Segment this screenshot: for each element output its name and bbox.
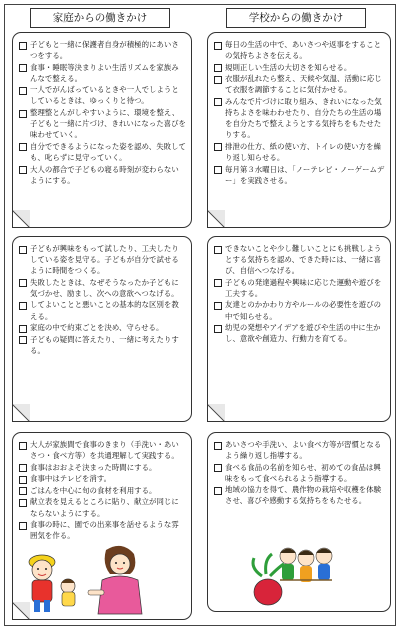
- home-column-header: 家庭からの働きかけ: [30, 8, 170, 28]
- child-figure: [316, 548, 332, 580]
- radish-icon: [253, 554, 284, 605]
- list-item: 子どもの発達過程や興味に応じた運動や遊びを工夫する。: [214, 277, 385, 299]
- list-item: 失敗したときは、なぜそうなったか子どもに気づかせ、励まし、次への意欲へつなげる。: [19, 277, 186, 299]
- list-item: 毎日の生活の中で、あいさつや返事をすることの気持ちよさを伝える。: [214, 39, 385, 61]
- list-item: 地域の協力を得て、農作物の栽培や収穫を体験させ、喜びや感動する気持ちをもたせる。: [214, 484, 385, 506]
- list-item: 子どもと一緒に保護者自身が積極的にあいさつをする。: [19, 39, 186, 61]
- mother-figure: [88, 546, 142, 614]
- child-figure: [298, 550, 314, 582]
- list-item: 衣服が乱れたら整え、天候や気温、活動に応じて衣服を調節することに気付かせる。: [214, 73, 385, 95]
- list-item: 一人でがんばっているときや一人でしようとしているときは、ゆっくりと待つ。: [19, 84, 186, 106]
- list-item: 献立表を見えるところに貼り、献立が同じにならないようにする。: [19, 496, 186, 518]
- list-item: 食べる食品の名前を知らせ、初めての食品は興味をもって食べられるよう指導する。: [214, 462, 385, 484]
- list-item: 自分でできるようになった姿を認め、失敗しても、叱らずに見守っていく。: [19, 141, 186, 163]
- list-item: ごはんを中心に旬の食材を利用する。: [19, 485, 186, 496]
- school-list-lifestyle: [208, 33, 390, 190]
- harvest-children-illustration: [240, 540, 340, 608]
- list-item: してよいことと悪いことの基本的な区別を教える。: [19, 299, 186, 321]
- list-item: 大人が家族間で食事のきまり（手洗い・あいさつ・食べ方等）を共通理解して実践する。: [19, 439, 186, 461]
- list-item: 食事・睡眠等決まりよい生活リズムを家族みんなで整える。: [19, 62, 186, 84]
- family-meal-illustration: [18, 540, 148, 616]
- school-list-food: [208, 433, 390, 511]
- list-item: 整理整とんがしやすいように、環境を整え、子どもと一緒に片づけ、きれいになった喜びを味わせていく。: [19, 107, 186, 140]
- list-item: 幼児の発想やアイデアを遊びや生活の中に生かし、意欲や創造力、行動力を育てる。: [214, 322, 385, 344]
- list-item: 家庭の中で約束ごとを決め、守らせる。: [19, 322, 186, 333]
- list-item: 排泄の仕方、紙の使い方、トイレの使い方を繰り返し知らせる。: [214, 141, 385, 163]
- home-list-lifestyle: [13, 33, 191, 190]
- home-list-growth: [13, 237, 191, 360]
- list-item: 子どもの疑問に答えたり、一緒に考えたりする。: [19, 334, 186, 356]
- school-column-header: 学校からの働きかけ: [226, 8, 366, 28]
- list-item: 食事の時に、園での出来事を話せるような雰囲気を作る。: [19, 519, 186, 541]
- list-item: 子どもが興味をもって試したり、工夫したりしている姿を見守る。子どもが自分で試せるように時間をつくる。: [19, 243, 186, 276]
- list-item: 毎月第３水曜日は、「ノーテレビ・ノーゲームデー」を実践させる。: [214, 164, 385, 186]
- list-item: 食事中はテレビを消す。: [19, 473, 186, 484]
- home-card-growth: [12, 236, 192, 422]
- home-card-lifestyle: [12, 32, 192, 228]
- school-card-lifestyle: [207, 32, 391, 228]
- list-item: 大人の都合で子どもの寝る時刻が変わらないようにする。: [19, 164, 186, 186]
- list-item: できないことや少し難しいことにも挑戦しようとする気持ちを認め、できた時には、一緒に喜び、自信へつなげる。: [214, 243, 385, 276]
- list-item: 友達とのかかわり方やルールの必要性を遊びの中で知らせる。: [214, 299, 385, 321]
- list-item: あいさつや手洗い、よい食べ方等が習慣となるよう繰り返し指導する。: [214, 439, 385, 461]
- list-item: みんなで片づけに取り組み、きれいになった気持ちよさを味わわせたり、自分たちの生活の場を自分たちで整えようとする気持ちをもたせたりする。: [214, 96, 385, 140]
- school-list-growth: [208, 237, 390, 349]
- small-child-figure: [61, 579, 75, 606]
- school-card-growth: [207, 236, 391, 422]
- list-item: 食事はおおよそ決まった時間にする。: [19, 462, 186, 473]
- home-list-food: [13, 433, 191, 546]
- child-figure: [29, 555, 55, 612]
- list-item: 規則正しい生活の大切さを知らせる。: [214, 62, 385, 73]
